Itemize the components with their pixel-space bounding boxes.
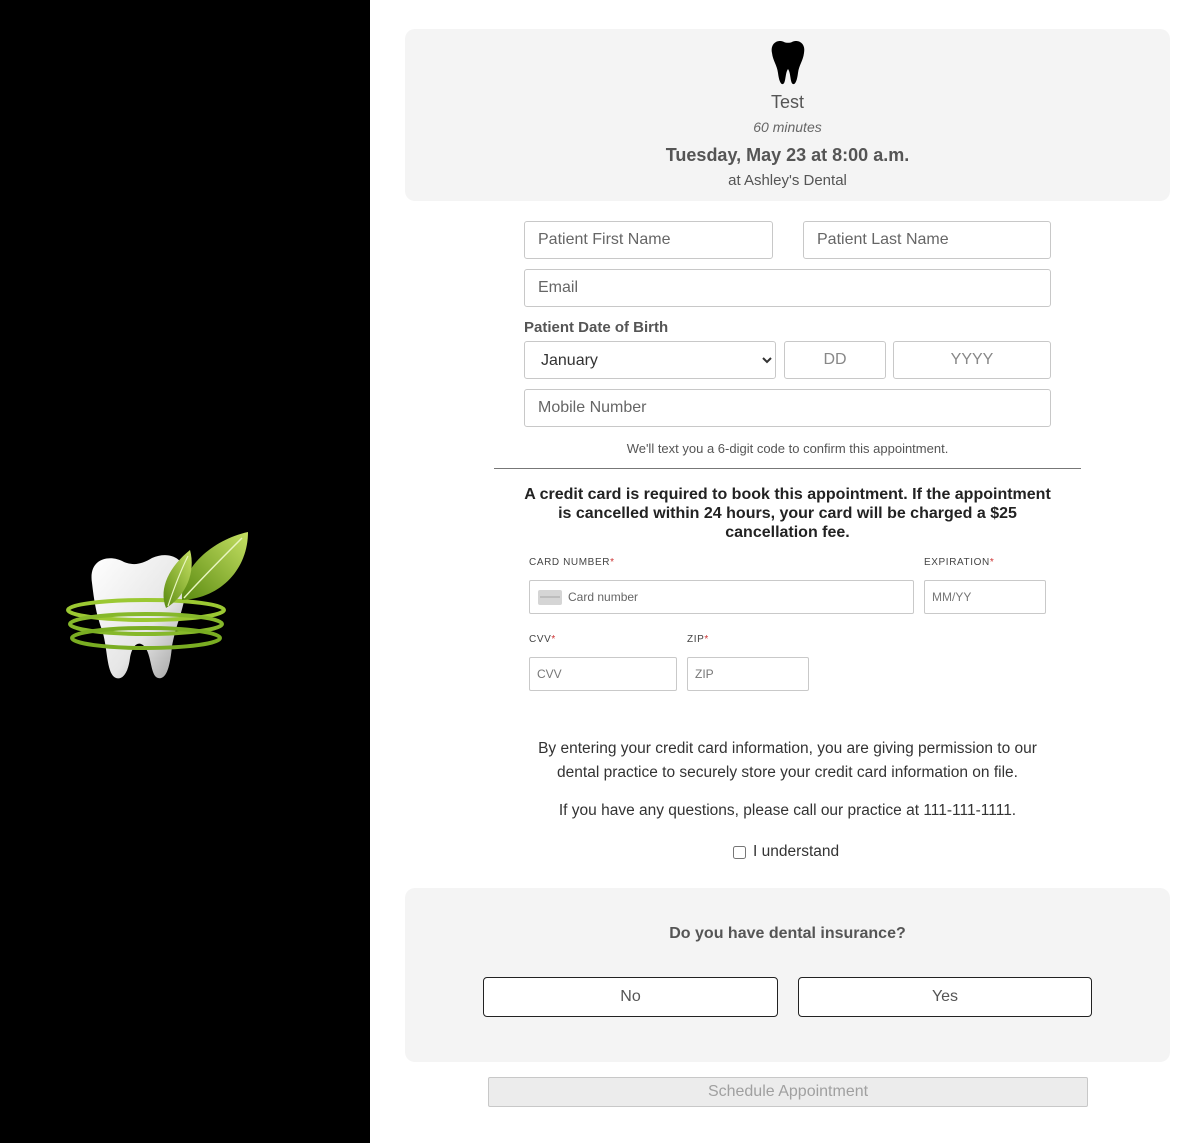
appointment-datetime: Tuesday, May 23 at 8:00 a.m. <box>665 145 910 165</box>
expiration-input[interactable] <box>924 580 1046 614</box>
appointment-summary <box>405 29 1170 201</box>
dental-logo <box>62 528 257 686</box>
card-number-input[interactable] <box>568 581 898 613</box>
insurance-panel <box>405 888 1170 1062</box>
appointment-location: at Ashley's Dental <box>728 172 847 189</box>
cvv-label: CVV* <box>529 634 556 645</box>
card-number-label: CARD NUMBER* <box>529 557 615 568</box>
understand-checkbox-row[interactable] <box>733 843 839 861</box>
understand-label: I understand <box>753 843 840 860</box>
sidebar <box>0 0 370 1143</box>
schedule-appointment-button[interactable]: Schedule Appointment <box>488 1077 1088 1107</box>
dob-year-input[interactable] <box>893 341 1051 379</box>
credit-card-notice: A credit card is required to book this appointment. If the appointment is cancelled within 24 hours, your card will be charged a $25 cancellation fee. <box>524 486 1051 541</box>
understand-checkbox[interactable] <box>733 846 746 859</box>
first-name-input[interactable] <box>524 221 773 259</box>
zip-input[interactable] <box>687 657 809 691</box>
sms-note: We'll text you a 6-digit code to confirm this appointment. <box>626 441 949 456</box>
tooth-icon <box>768 39 808 85</box>
dob-label: Patient Date of Birth <box>524 319 669 336</box>
questions-text: If you have any questions, please call our practice at 111-111-1111. <box>558 802 1017 819</box>
card-number-field[interactable] <box>529 580 914 614</box>
expiration-label: EXPIRATION* <box>924 557 995 568</box>
mobile-number-input[interactable] <box>524 389 1051 427</box>
credit-card-icon <box>538 590 562 605</box>
service-name: Test <box>770 92 804 112</box>
dob-day-input[interactable] <box>784 341 886 379</box>
dob-month-select[interactable] <box>524 341 776 379</box>
permission-text: By entering your credit card information, you are giving permission to our dental practice to securely store your credit card information on file. <box>538 740 1037 781</box>
divider <box>494 468 1081 469</box>
service-duration: 60 minutes <box>753 119 822 135</box>
zip-label: ZIP* <box>687 634 709 645</box>
insurance-yes-button[interactable]: Yes <box>798 977 1092 1017</box>
insurance-question: Do you have dental insurance? <box>669 925 906 942</box>
email-input[interactable] <box>524 269 1051 307</box>
last-name-input[interactable] <box>803 221 1051 259</box>
cvv-input[interactable] <box>529 657 677 691</box>
insurance-no-button[interactable]: No <box>483 977 778 1017</box>
booking-form-area <box>370 0 1197 1143</box>
